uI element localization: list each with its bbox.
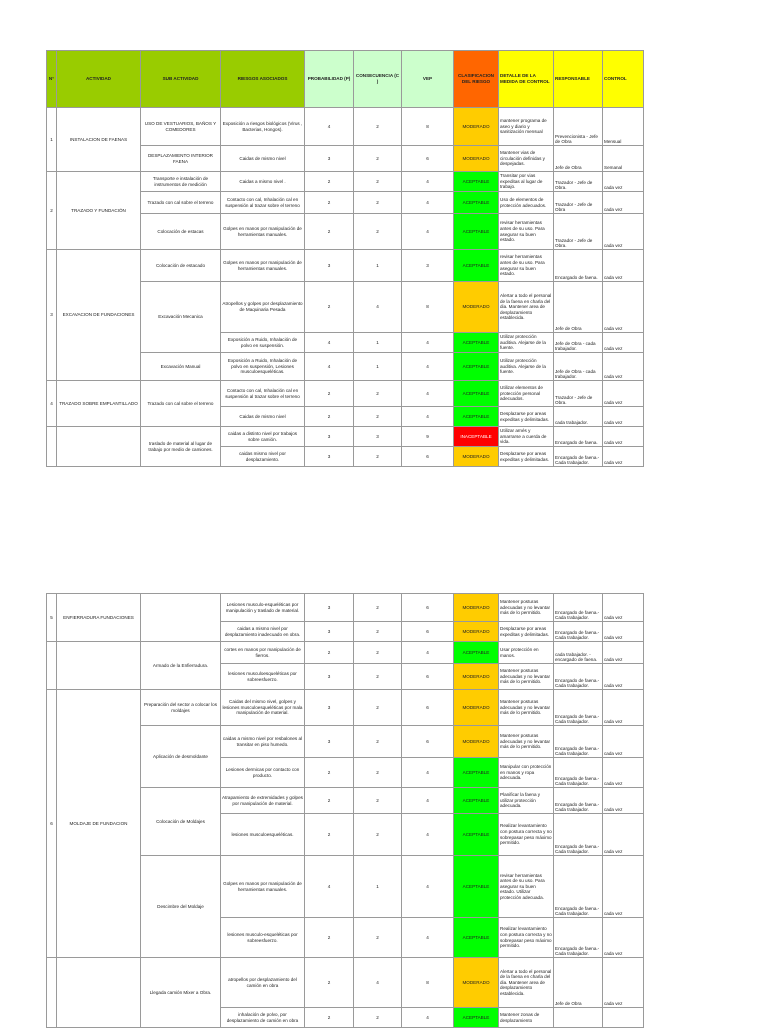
cons-cell: 2 (354, 1008, 402, 1028)
cons-cell: 1 (354, 250, 402, 282)
responsable-cell: Jefe de Obra (554, 958, 603, 1008)
riesgo-cell: caidas mismo nivel por desplazamiento. (221, 447, 305, 467)
control-cell: Mensual (603, 108, 644, 146)
cons-cell: 2 (354, 758, 402, 788)
responsable-cell: Trazador - Jefe de Obra. (554, 172, 603, 192)
prob-cell: 2 (305, 214, 354, 250)
row-number (47, 427, 57, 467)
clasificacion-cell: ACEPTABLE (454, 172, 499, 192)
actividad-cell: ENFIERRADURA FUNDACIONES (57, 594, 141, 642)
vep-cell: 9 (402, 427, 454, 447)
sub-actividad-cell: traslado de material al lugar de trabajo por medio de camiones. (141, 427, 221, 467)
detalle-cell: Mantener posturas adecuadas y no levantar más de lo permitido. (499, 690, 554, 726)
cons-cell: 2 (354, 622, 402, 642)
responsable-cell: Trazador - Jefe de Obra (554, 192, 603, 214)
detalle-cell: Utilizar arnés y amarrarse a cuerda de vida. (499, 427, 554, 447)
clasificacion-cell: MODERADO (454, 690, 499, 726)
vep-cell: 8 (402, 282, 454, 333)
riesgo-cell: caidas a mismo nivel por resbalones al transitar en piso humedo. (221, 726, 305, 758)
control-cell: cada vez (603, 726, 644, 758)
actividad-cell: MOLDAJE DE FUNDACION (57, 690, 141, 958)
prob-cell: 2 (305, 282, 354, 333)
clasificacion-cell: MODERADO (454, 447, 499, 467)
sub-actividad-cell: Excavación Manual (141, 353, 221, 381)
sub-actividad-cell: Excavación Mecanica (141, 282, 221, 353)
cons-cell: 2 (354, 407, 402, 427)
cons-cell: 2 (354, 447, 402, 467)
header-clasificacion: CLASIFICACION DEL RIESGO (454, 51, 499, 108)
clasificacion-cell: MODERADO (454, 622, 499, 642)
sub-actividad-cell: Trazado con cal sobre el terreno (141, 381, 221, 427)
vep-cell: 3 (402, 250, 454, 282)
prob-cell: 3 (305, 622, 354, 642)
detalle-cell: Uso de elementos de protección adecuados. (499, 192, 554, 214)
riesgo-cell: Lesiones dermicas por contacto con producto. (221, 758, 305, 788)
cons-cell: 1 (354, 856, 402, 918)
clasificacion-cell: MODERADO (454, 664, 499, 690)
responsable-cell: Trazador - Jefe de Obra. (554, 214, 603, 250)
riesgo-cell: cortes en manos por manipulación de fierros. (221, 642, 305, 664)
prob-cell: 3 (305, 447, 354, 467)
detalle-cell: Manipular con protección en manos y ropa adecuada. (499, 758, 554, 788)
prob-cell: 2 (305, 1008, 354, 1028)
riesgo-cell: lesiones musculo-esqueléticas por sobreesfuerzo. (221, 918, 305, 958)
risk-table-page-2 (46, 593, 644, 1028)
responsable-cell: Encargado de faena.- Cada trabajador. (554, 856, 603, 918)
clasificacion-cell: ACEPTABLE (454, 381, 499, 407)
control-cell: cada vez (603, 353, 644, 381)
sub-actividad-cell: Colocación de estacas (141, 214, 221, 250)
sub-actividad-cell: USO DE VESTUARIOS, BAÑOS Y COMEDORES (141, 108, 221, 146)
riesgo-cell: Atrapamiento de extremidades y golpes por manipulación de material. (221, 788, 305, 814)
responsable-cell: Encargado de faena.- Cada trabajador. (554, 726, 603, 758)
row-number (47, 642, 57, 690)
prob-cell: 4 (305, 856, 354, 918)
clasificacion-cell: MODERADO (454, 958, 499, 1008)
responsable-cell: cada trabajador. (554, 407, 603, 427)
sub-actividad-cell: Aplicación de desmoldante (141, 726, 221, 788)
responsable-cell: Encargado de faena.- Cada trabajador. (554, 690, 603, 726)
responsable-cell: Encargado de faena.- Cada trabajador. (554, 758, 603, 788)
riesgo-cell: Caidas del mismo nivel, golpes y lesiones musculoesqueléticas por mala manipulación de material. (221, 690, 305, 726)
vep-cell: 6 (402, 594, 454, 622)
sub-actividad-cell: Transporte e instalación de instrumentos de medición (141, 172, 221, 192)
detalle-cell: Realizar levantamiento con postura correcta y no sobrepasar peso máximo permitido. (499, 918, 554, 958)
row-number: 3 (47, 250, 57, 381)
cons-cell: 2 (354, 664, 402, 690)
prob-cell: 4 (305, 353, 354, 381)
vep-cell: 4 (402, 333, 454, 353)
control-cell: cada vez (603, 642, 644, 664)
riesgo-cell: Caidas de mismo nivel (221, 407, 305, 427)
clasificacion-cell: MODERADO (454, 146, 499, 172)
vep-cell: 4 (402, 814, 454, 856)
prob-cell: 2 (305, 814, 354, 856)
header-control: CONTROL (603, 51, 644, 108)
vep-cell: 6 (402, 447, 454, 467)
control-cell: cada vez (603, 250, 644, 282)
detalle-cell: Desplazarse por areas expeditas y delimitadas. (499, 407, 554, 427)
prob-cell: 3 (305, 594, 354, 622)
sub-actividad-cell: Llegada camión Mixer a Obra. (141, 958, 221, 1028)
riesgo-cell: Exposición a Ruido, Inhalación de polvo en suspensión. (221, 333, 305, 353)
actividad-cell (57, 642, 141, 690)
detalle-cell: Mantener posturas adecuadas y no levantar más de lo permitido. (499, 594, 554, 622)
clasificacion-cell: MODERADO (454, 594, 499, 622)
detalle-cell: Alertar a todo el personal de la faena en charla del dia. Mantener area de desplazamiento establecida. (499, 282, 554, 333)
responsable-cell: Jefe de Obra (554, 282, 603, 333)
responsable-cell: Encargado de faena. (554, 427, 603, 447)
control-cell (603, 1008, 644, 1028)
cons-cell: 2 (354, 918, 402, 958)
vep-cell: 4 (402, 214, 454, 250)
responsable-cell: Encargado de faena.- Cada trabajador. (554, 447, 603, 467)
risk-table-page-1 (46, 50, 644, 467)
vep-cell: 6 (402, 622, 454, 642)
sub-actividad-cell (141, 594, 221, 642)
vep-cell: 6 (402, 664, 454, 690)
clasificacion-cell: ACEPTABLE (454, 407, 499, 427)
clasificacion-cell: ACEPTABLE (454, 788, 499, 814)
detalle-cell: Utilizar protección auditiva. Alejarse de la fuente. (499, 333, 554, 353)
detalle-cell: revisar herramientas antes de su uso. Para asegurar su buen estado. (499, 214, 554, 250)
prob-cell: 4 (305, 108, 354, 146)
row-number: 2 (47, 172, 57, 250)
control-cell: cada vez (603, 172, 644, 192)
detalle-cell: Transitar por vias expeditas al lugar de trabajo. (499, 172, 554, 192)
cons-cell: 2 (354, 788, 402, 814)
prob-cell: 3 (305, 250, 354, 282)
detalle-cell: Utilizar elementos de protección personal adecuados. (499, 381, 554, 407)
row-number: 4 (47, 381, 57, 427)
riesgo-cell: Caidas a mismo nivel . (221, 172, 305, 192)
cons-cell: 2 (354, 146, 402, 172)
cons-cell: 2 (354, 690, 402, 726)
vep-cell: 4 (402, 192, 454, 214)
detalle-cell: Mantener posturas adecuadas y no levantar más de lo permitido. (499, 726, 554, 758)
cons-cell: 2 (354, 642, 402, 664)
responsable-cell: Jefe de Obra - cada trabajador. (554, 333, 603, 353)
vep-cell: 6 (402, 690, 454, 726)
control-cell: cada vez (603, 447, 644, 467)
control-cell: cada vez (603, 333, 644, 353)
table-row (47, 108, 644, 146)
row-number: 6 (47, 690, 57, 958)
actividad-cell: INSTALACION DE FAENAS (57, 108, 141, 172)
sub-actividad-cell: Colocación de estacado (141, 250, 221, 282)
header-n: N° (47, 51, 57, 108)
riesgo-cell: Golpes en manos por manipulación de herramientas manuales. (221, 214, 305, 250)
riesgo-cell: Atropellos y golpes por desplazamiento de Maquinaria Pesada (221, 282, 305, 333)
vep-cell: 4 (402, 856, 454, 918)
riesgo-cell: lesiones musculoesqueléticas. (221, 814, 305, 856)
vep-cell: 6 (402, 726, 454, 758)
responsable-cell: Encargado de faena.- Cada trabajador. (554, 788, 603, 814)
prob-cell: 3 (305, 664, 354, 690)
prob-cell: 2 (305, 788, 354, 814)
table-row (47, 958, 644, 1008)
detalle-cell: Mantener vias de circulación definidas y despejadas. (499, 146, 554, 172)
prob-cell: 2 (305, 407, 354, 427)
detalle-cell: Mantener zonas de desplazamiento (499, 1008, 554, 1028)
control-cell: cada vez (603, 594, 644, 622)
cons-cell: 1 (354, 333, 402, 353)
responsable-cell: Trazador - Jefe de Obra. (554, 381, 603, 407)
prob-cell: 2 (305, 381, 354, 407)
riesgo-cell: Caidas de mismo nivel (221, 146, 305, 172)
vep-cell: 6 (402, 146, 454, 172)
prob-cell: 4 (305, 333, 354, 353)
clasificacion-cell: INACEPTABLE (454, 427, 499, 447)
detalle-cell: Desplazarse por areas expeditas y delimitadas. (499, 447, 554, 467)
cons-cell: 2 (354, 594, 402, 622)
vep-cell: 4 (402, 642, 454, 664)
detalle-cell: Realizar levantamiento con postura correcta y no sobrepasar peso máximo permitido. (499, 814, 554, 856)
detalle-cell: Desplazarse por areas expeditas y delimitadas. (499, 622, 554, 642)
control-cell: cada vez (603, 214, 644, 250)
clasificacion-cell: ACEPTABLE (454, 814, 499, 856)
riesgo-cell: lesiones musculoesqueléticas por sobreesfuerzo. (221, 664, 305, 690)
cons-cell: 2 (354, 172, 402, 192)
header-probabilidad: PROBABILIDAD (P) (305, 51, 354, 108)
table-row (47, 172, 644, 192)
clasificacion-cell: ACEPTABLE (454, 1008, 499, 1028)
sub-actividad-cell: DESPLAZAMIENTO INTERIOR FAENA (141, 146, 221, 172)
control-cell: cada vez (603, 282, 644, 333)
cons-cell: 2 (354, 108, 402, 146)
control-cell: Semanal (603, 146, 644, 172)
sub-actividad-cell: Armado de la Enfierradura. (141, 642, 221, 690)
vep-cell: 4 (402, 758, 454, 788)
detalle-cell: mantener programa de aseo y diario y sanitización mensual (499, 108, 554, 146)
riesgo-cell: inhalación de polvo, por desplazamiento de camión en obra (221, 1008, 305, 1028)
cons-cell: 1 (354, 353, 402, 381)
vep-cell: 4 (402, 407, 454, 427)
prob-cell: 2 (305, 918, 354, 958)
prob-cell: 3 (305, 146, 354, 172)
responsable-cell: Jefe de Obra (554, 146, 603, 172)
responsable-cell: Jefe de Obra - cada trabajador. (554, 353, 603, 381)
header-sub-actividad: SUB ACTIVIDAD (141, 51, 221, 108)
cons-cell: 2 (354, 814, 402, 856)
row-number: 1 (47, 108, 57, 172)
responsable-cell (554, 1008, 603, 1028)
clasificacion-cell: ACEPTABLE (454, 214, 499, 250)
detalle-cell: Usar protección en manos. (499, 642, 554, 664)
cons-cell: 4 (354, 958, 402, 1008)
clasificacion-cell: MODERADO (454, 108, 499, 146)
clasificacion-cell: ACEPTABLE (454, 918, 499, 958)
control-cell: cada vez (603, 758, 644, 788)
riesgo-cell: Lesiones musculo-esqueléticas por manipulación y traslado de material. (221, 594, 305, 622)
control-cell: cada vez (603, 407, 644, 427)
vep-cell: 4 (402, 1008, 454, 1028)
header-vep: VEP (402, 51, 454, 108)
riesgo-cell: Exposición a riesgos biológicos (Virus , Bacterias, Hongos). (221, 108, 305, 146)
sub-actividad-cell: Colocación de Moldajes (141, 788, 221, 856)
cons-cell: 4 (354, 282, 402, 333)
actividad-cell: TRAZADO Y FUNDACIÓN (57, 172, 141, 250)
header-actividad: ACTIVIDAD (57, 51, 141, 108)
header-responsable: RESPONSABLE (554, 51, 603, 108)
table-row (47, 427, 644, 447)
clasificacion-cell: ACEPTABLE (454, 642, 499, 664)
responsable-cell: Prevencionista - Jefe de Obra (554, 108, 603, 146)
row-number (47, 958, 57, 1028)
prob-cell: 2 (305, 192, 354, 214)
detalle-cell: revisar herramientas antes de su uso. Para asegurar su buen estado. (499, 250, 554, 282)
control-cell: cada vez (603, 427, 644, 447)
responsable-cell: Encargado de faena.- Cada trabajador. (554, 664, 603, 690)
sub-actividad-cell: Preparación del sector a colocar los moldajes (141, 690, 221, 726)
prob-cell: 3 (305, 427, 354, 447)
clasificacion-cell: ACEPTABLE (454, 250, 499, 282)
cons-cell: 3 (354, 427, 402, 447)
vep-cell: 4 (402, 788, 454, 814)
control-cell: cada vez (603, 690, 644, 726)
vep-cell: 4 (402, 918, 454, 958)
responsable-cell: cada trabajador. - encargado de faena. (554, 642, 603, 664)
control-cell: cada vez (603, 192, 644, 214)
table-row (47, 381, 644, 407)
clasificacion-cell: ACEPTABLE (454, 856, 499, 918)
header-riesgos: RIESGOS ASOCIADOS (221, 51, 305, 108)
responsable-cell: Encargado de faena. (554, 250, 603, 282)
header-consecuencia: CONSECUENCIA (C ) (354, 51, 402, 108)
responsable-cell: Encargado de faena.- Cada trabajador. (554, 814, 603, 856)
prob-cell: 3 (305, 690, 354, 726)
detalle-cell: Planificar la faena y utilizar protección adecuada. (499, 788, 554, 814)
control-cell: cada vez (603, 958, 644, 1008)
detalle-cell: revisar herramientas antes de su uso. Para asegurar su buen estado. Utilizar protección adecuada. (499, 856, 554, 918)
prob-cell: 3 (305, 726, 354, 758)
row-number: 5 (47, 594, 57, 642)
vep-cell: 4 (402, 381, 454, 407)
control-cell: cada vez (603, 664, 644, 690)
control-cell: cada vez (603, 814, 644, 856)
riesgo-cell: Contacto con cal, Inhalación cal en suspensión al trazar sobre el terreno (221, 192, 305, 214)
prob-cell: 2 (305, 958, 354, 1008)
responsable-cell: Encargado de faena.- Cada trabajador. (554, 594, 603, 622)
control-cell: cada vez (603, 788, 644, 814)
sub-actividad-cell: Descimbre del Moldaje (141, 856, 221, 958)
riesgo-cell: Contacto con cal, Inhalación cal en suspensión al trazar sobre el terreno (221, 381, 305, 407)
riesgo-cell: Exposición a Ruido, Inhalación de polvo en suspensión, Lesiones musculoesqueléticas. (221, 353, 305, 381)
responsable-cell: Encargado de faena.- Cada trabajador. (554, 918, 603, 958)
vep-cell: 8 (402, 108, 454, 146)
cons-cell: 2 (354, 192, 402, 214)
table-row (47, 690, 644, 726)
clasificacion-cell: ACEPTABLE (454, 333, 499, 353)
table-row (47, 250, 644, 282)
prob-cell: 2 (305, 758, 354, 788)
detalle-cell: Utilizar protección auditiva. Alejarse de la fuente. (499, 353, 554, 381)
prob-cell: 2 (305, 642, 354, 664)
cons-cell: 2 (354, 214, 402, 250)
vep-cell: 8 (402, 958, 454, 1008)
sub-actividad-cell: Trazado con cal sobre el terreno (141, 192, 221, 214)
clasificacion-cell: ACEPTABLE (454, 758, 499, 788)
riesgo-cell: Golpes en manos por manipulación de herramientas manuales. (221, 856, 305, 918)
table-row (47, 642, 644, 664)
cons-cell: 2 (354, 726, 402, 758)
responsable-cell: Encargado de faena.- Cada trabajador. (554, 622, 603, 642)
clasificacion-cell: ACEPTABLE (454, 192, 499, 214)
actividad-cell: TRAZADO SOBRE EMPLANTILLADO (57, 381, 141, 427)
actividad-cell: EXCAVACION DE FUNDACIONES (57, 250, 141, 381)
clasificacion-cell: MODERADO (454, 726, 499, 758)
riesgo-cell: caidas a mismo nivel por desplazamiento inadecuado en obra. (221, 622, 305, 642)
control-cell: cada vez (603, 381, 644, 407)
clasificacion-cell: MODERADO (454, 282, 499, 333)
riesgo-cell: caidas a distinto nivel por trabajos sobre camión. (221, 427, 305, 447)
vep-cell: 4 (402, 172, 454, 192)
riesgo-cell: Golpes en manos por manipulación de herramientas manuales. (221, 250, 305, 282)
control-cell: cada vez (603, 918, 644, 958)
table-row (47, 594, 644, 622)
header-row (47, 51, 644, 108)
actividad-cell (57, 958, 141, 1028)
detalle-cell: Mantener posturas adecuadas y no levantar más de lo permitido. (499, 664, 554, 690)
vep-cell: 4 (402, 353, 454, 381)
clasificacion-cell: ACEPTABLE (454, 353, 499, 381)
cons-cell: 2 (354, 381, 402, 407)
control-cell: cada vez (603, 622, 644, 642)
actividad-cell (57, 427, 141, 467)
control-cell: cada vez (603, 856, 644, 918)
header-detalle: DETALLE DE LA MEDIDA DE CONTROL (499, 51, 554, 108)
riesgo-cell: atropellos por desplazamiento del camión en obra (221, 958, 305, 1008)
prob-cell: 2 (305, 172, 354, 192)
detalle-cell: Alertar a todo el personal de la faena en charla del dia. Mantener area de desplazamiento establecida. (499, 958, 554, 1008)
